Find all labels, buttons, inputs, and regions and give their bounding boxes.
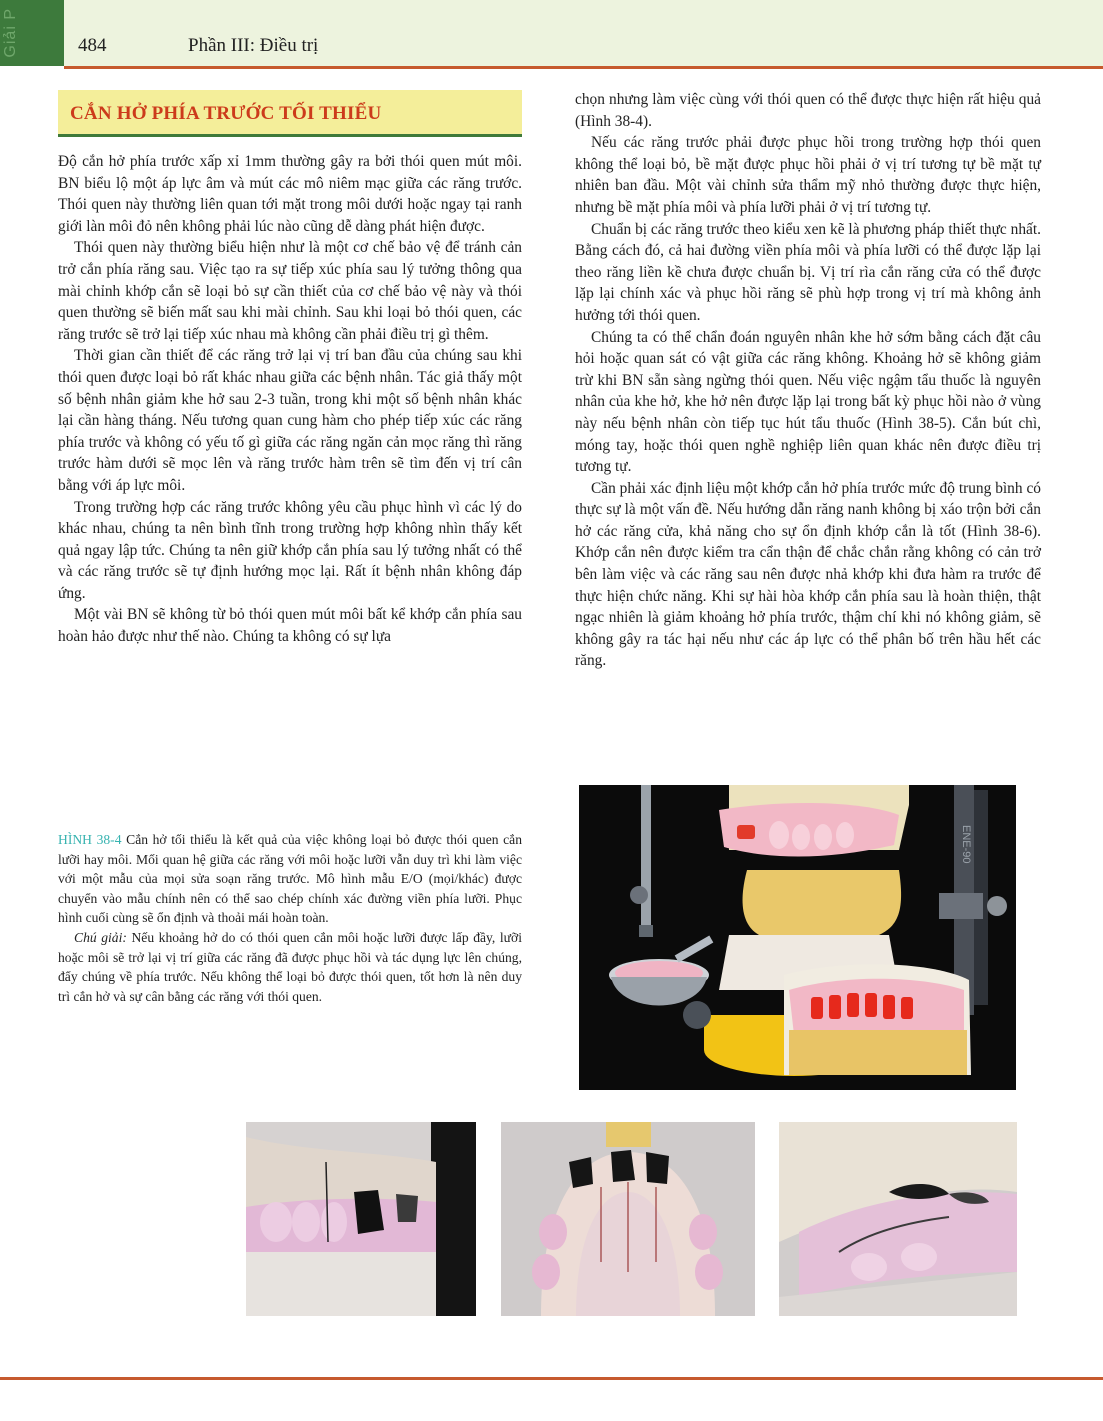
paragraph: Chúng ta có thể chẩn đoán nguyên nhân khe hở sớm bằng cách đặt câu hỏi hoặc quan sát có vật giữa các răng không. Khoảng hở sẽ không giảm trừ khi BN sẵn sàng ngừng thói quen. Nếu việc ngậm tẩu thuốc là nguyên nhân của khe hở, khe hở nên được lặp lại trong bất kỳ phục hồi nào ở vùng này nếu bệnh nhân còn tiếp tục hút tẩu thuốc (Hình 38-5). Cắn bút chì, móng tay, hoặc thói quen nghề nghiệp liên quan khác nên được điều trị tương tự. [575, 328, 1041, 476]
side-tab-text: Giải P [2, 8, 19, 58]
paragraph: Nếu các răng trước phải được phục hồi trong trường hợp thói quen không thể loại bỏ, bề mặt được phục hồi phải ở vị trí tương tự bề mặt tự nhiên ban đầu. Một vài chỉnh sửa thẩm mỹ nhỏ thường được thực hiện, nhưng bề mặt phía môi và phía lưỡi phải ở vị trí tương tự. [575, 134, 1041, 216]
paragraph: Thói quen này thường biểu hiện như là một cơ chế bảo vệ để tránh cản trở cắn phía răng sau. Việc tạo ra sự tiếp xúc phía sau lý tưởng thông qua mài chỉnh khớp cắn sẽ loại bỏ sự cần thiết của cơ chế bảo vệ này và thói quen thường sẽ biến mất sau khi mài chỉnh. Sau khi loại bỏ thói quen, các răng trước sẽ trở lại tiếp xúc nhau mà không cần phải điều trị gì thêm. [58, 239, 522, 343]
side-tab [0, 0, 64, 66]
section-title: CẮN HỞ PHÍA TRƯỚC TỐI THIỂU [70, 103, 382, 124]
figure-note-text: Nếu khoảng hở do có thói quen cắn môi hoặc lưỡi được lấp đầy, lưỡi hoặc môi sẽ trở lại vị trí giữa các răng đã được phục hồi và tác dụng lực lên chúng, đẩy chúng về phía trước. Nếu không thể loại bỏ được thói quen, tốt hơn là nên duy trì cắn hở và sự cân bằng các răng với thói quen. [58, 929, 523, 1004]
page-header [0, 0, 1103, 66]
articulator-label: ENE-90 [960, 825, 972, 864]
paragraph: Một vài BN sẽ không từ bỏ thói quen mút môi bất kể khớp cắn phía sau hoàn hảo được như thế nào. Chúng ta không có sự lựa [58, 606, 522, 646]
paragraph: chọn nhưng làm việc cùng với thói quen có thể được thực hiện rất hiệu quả (Hình 38-4). [575, 91, 1041, 130]
paragraph: Trong trường hợp các răng trước không yêu cầu phục hình vì các lý do khác nhau, chúng ta nên bình tĩnh trong trường hợp không nhìn thấy kết quả ngay lập tức. Chúng ta nên giữ khớp cắn phía sau lý tưởng nhất có thể và các răng trước sẽ tự định hướng mọc lại. Rất ít bệnh nhân không đáp ứng. [58, 498, 522, 602]
figure-label: HÌNH 38-4 [58, 832, 122, 847]
paragraph: Thời gian cần thiết để các răng trở lại vị trí ban đầu của chúng sau khi thói quen được loại bỏ rất khác nhau giữa các bệnh nhân. Tác giả thấy một số bệnh nhân giảm khe hở sau 2-3 tuần, trong khi một số bệnh nhân khác lại cần hàng tháng. Nếu tương quan cung hàm cho phép tiếp xúc các răng phía trước và không có yếu tố gì giữa các răng ngăn cản mọc răng thì răng trước hàm dưới sẽ mọc lên và răng trước hàm trên sẽ tìm đến vị trí cân bằng với áp lực môi. [58, 347, 522, 494]
footer-divider [0, 1377, 1103, 1380]
figure-caption-text: Cắn hở tối thiểu là kết quả của việc không loại bỏ được thói quen cắn lưỡi hay môi. Mối quan hệ giữa các răng với môi hoặc lưỡi vẫn duy trì khi làm việc với một mẫu của mọi sửa soạn răng trước. Mô hình mẫu E/O (mọi/khác) được chuyển vào mẫu chính nên có thể sao chép chính xác đường viền phía lưỡi. Phục hình cuối cùng sẽ ổn định và thoải mái hoàn toàn. [58, 832, 523, 926]
header-divider [64, 66, 1103, 69]
figure-note-label: Chú giải: [74, 929, 127, 945]
figure-photo-side-view [246, 1122, 476, 1316]
section-heading-rule [58, 134, 522, 137]
page-number: 484 [78, 35, 107, 56]
paragraph: Độ cắn hở phía trước xấp xỉ 1mm thường gây ra bởi thói quen mút môi. BN biểu lộ một áp lực âm và mút các mô niêm mạc giữa các răng trước. Thói quen này thường liên quan tới mặt trong môi dưới hoặc ngay tại ranh giới làn môi đỏ nên không phải lúc nào cũng dễ dàng phát hiện được. [58, 153, 522, 235]
section-heading-box [58, 90, 522, 134]
running-title: Phần III: Điều trị [188, 35, 319, 56]
left-column [58, 151, 522, 648]
figure-photo-articulator [579, 785, 1016, 1090]
right-column [575, 89, 1041, 672]
figure-photo-section-view [779, 1122, 1017, 1316]
figure-caption [58, 830, 522, 1006]
paragraph: Cần phải xác định liệu một khớp cắn hở phía trước mức độ trung bình có thực sự là một vấn đề. Nếu hướng dẫn răng nanh không bị xáo trộn bởi cắn hở các răng cửa, khả năng cho sự ổn định khớp cắn là tốt (Hình 38-6). Khớp cắn nên được kiểm tra cẩn thận để chắc chắn rằng không có cản trở bên làm việc và các răng sau nên được nhả khớp khi đưa hàm ra trước để thực hiện chức năng. Khi sự hài hòa khớp cắn phía sau là hoàn thiện, thật ngạc nhiên là giảm khoảng hở phía trước, thậm chí khi nó không giảm, sẽ không gây ra tác hại nếu như các áp lực có thể phân bố trên hầu hết các răng. [575, 479, 1041, 670]
paragraph: Chuẩn bị các răng trước theo kiểu xen kẽ là phương pháp thiết thực nhất. Bằng cách đó, cả hai đường viền phía môi và phía lưỡi có thể được lặp lại theo răng liền kề chưa được chuẩn bị. Vị trí rìa cắn răng cửa có thể được lặp lại chính xác và phục hồi răng sẽ phù hợp trong vị trí mà không ảnh hưởng tới thói quen. [575, 220, 1041, 324]
figure-photo-occlusal-view [501, 1122, 755, 1316]
